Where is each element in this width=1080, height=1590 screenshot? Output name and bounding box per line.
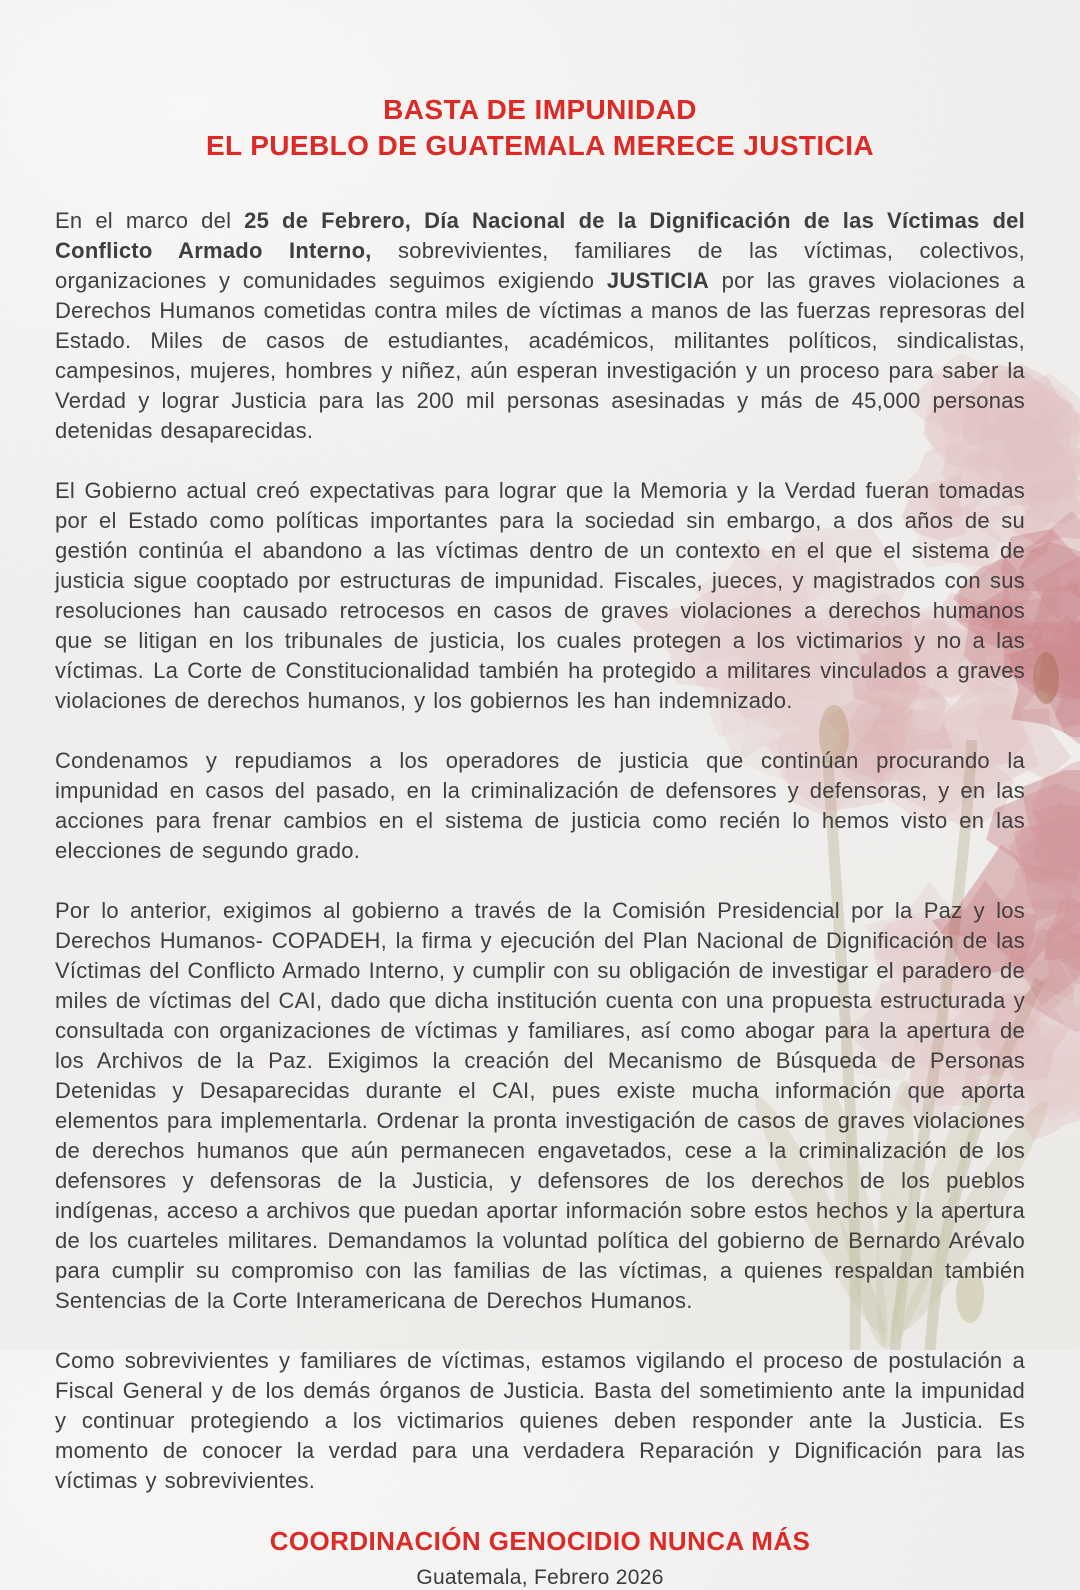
paragraph-intro-text-2: sobrevivientes, familiares de las víctimas, colectivos, organizaciones y comunidades seguimos exigiendo: [55, 238, 1025, 293]
paragraph-intro-text-3: por las graves violaciones a Derechos Humanos cometidas contra miles de víctimas a manos de las fuerzas represoras del Estado. Miles de casos de estudiantes, académicos, militantes políticos, sindicalistas, campesinos, mujeres, hombres y niñez, aún esperan investigación y un proceso para saber la Verdad y lograr Justicia para las 200 mil personas asesinadas y más de 45,000 personas detenidas desaparecidas.: [55, 268, 1025, 443]
paragraph-intro-text-1: En el marco del: [55, 208, 244, 233]
footer-organization: COORDINACIÓN GENOCIDIO NUNCA MÁS: [55, 1526, 1025, 1557]
footer: [55, 1526, 1025, 1590]
title-line-2: EL PUEBLO DE GUATEMALA MERECE JUSTICIA: [55, 128, 1025, 164]
page-title: [55, 92, 1025, 164]
paragraph-condena: Condenamos y repudiamos a los operadores de justicia que continúan procurando la impunidad en casos del pasado, en la criminalización de defensores y defensoras, y en las acciones para frenar cambios en el sistema de justicia como recién lo hemos visto en las elecciones de segundo grado.: [55, 746, 1025, 866]
paragraph-intro-bold-justicia: JUSTICIA: [607, 268, 709, 293]
paragraph-intro-bold-date: 25 de Febrero, Día Nacional de la Dignificación de las Víctimas del Conflicto Armado Interno,: [55, 208, 1025, 263]
footer-dateline: Guatemala, Febrero 2026: [55, 1566, 1025, 1590]
paragraph-intro: [55, 206, 1025, 446]
paragraph-gobierno: El Gobierno actual creó expectativas para lograr que la Memoria y la Verdad fueran tomadas por el Estado como políticas importantes para la sociedad sin embargo, a dos años de su gestión continúa el abandono a las víctimas dentro de un contexto en el que el sistema de justicia sigue cooptado por estructuras de impunidad. Fiscales, jueces, y magistrados con sus resoluciones han causado retrocesos en casos de graves violaciones a derechos humanos que se litigan en los tribunales de justicia, los cuales protegen a los victimarios y no a las víctimas. La Corte de Constitucionalidad también ha protegido a militares vinculados a graves violaciones de derechos humanos, y los gobiernos les han indemnizado.: [55, 476, 1025, 716]
paragraph-exigencias: Por lo anterior, exigimos al gobierno a través de la Comisión Presidencial por la Paz y los Derechos Humanos- COPADEH, la firma y ejecución del Plan Nacional de Dignificación de las Víctimas del Conflicto Armado Interno, y cumplir con su obligación de investigar el paradero de miles de víctimas del CAI, dado que dicha institución cuenta con una propuesta estructurada y consultada con organizaciones de víctimas y familiares, así como abogar para la apertura de los Archivos de la Paz. Exigimos la creación del Mecanismo de Búsqueda de Personas Detenidas y Desaparecidas durante el CAI, pues existe mucha información que aporta elementos para implementarla. Ordenar la pronta investigación de casos de graves violaciones de derechos humanos que aún permanecen engavetados, cese a la criminalización de los defensores y defensoras de la Justicia, y defensores de los derechos de los pueblos indígenas, acceso a archivos que puedan aportar información sobre estos hechos y la apertura de los cuarteles militares. Demandamos la voluntad política del gobierno de Bernardo Arévalo para cumplir su compromiso con las familias de las víctimas, a quienes respaldan también Sentencias de la Corte Interamericana de Derechos Humanos.: [55, 896, 1025, 1316]
paragraph-vigilancia: Como sobrevivientes y familiares de víctimas, estamos vigilando el proceso de postulación a Fiscal General y de los demás órganos de Justicia. Basta del sometimiento ante la impunidad y continuar protegiendo a los victimarios quienes deben responder ante la Justicia. Es momento de conocer la verdad para una verdadera Reparación y Dignificación para las víctimas y sobrevivientes.: [55, 1346, 1025, 1496]
title-line-1: BASTA DE IMPUNIDAD: [55, 92, 1025, 128]
